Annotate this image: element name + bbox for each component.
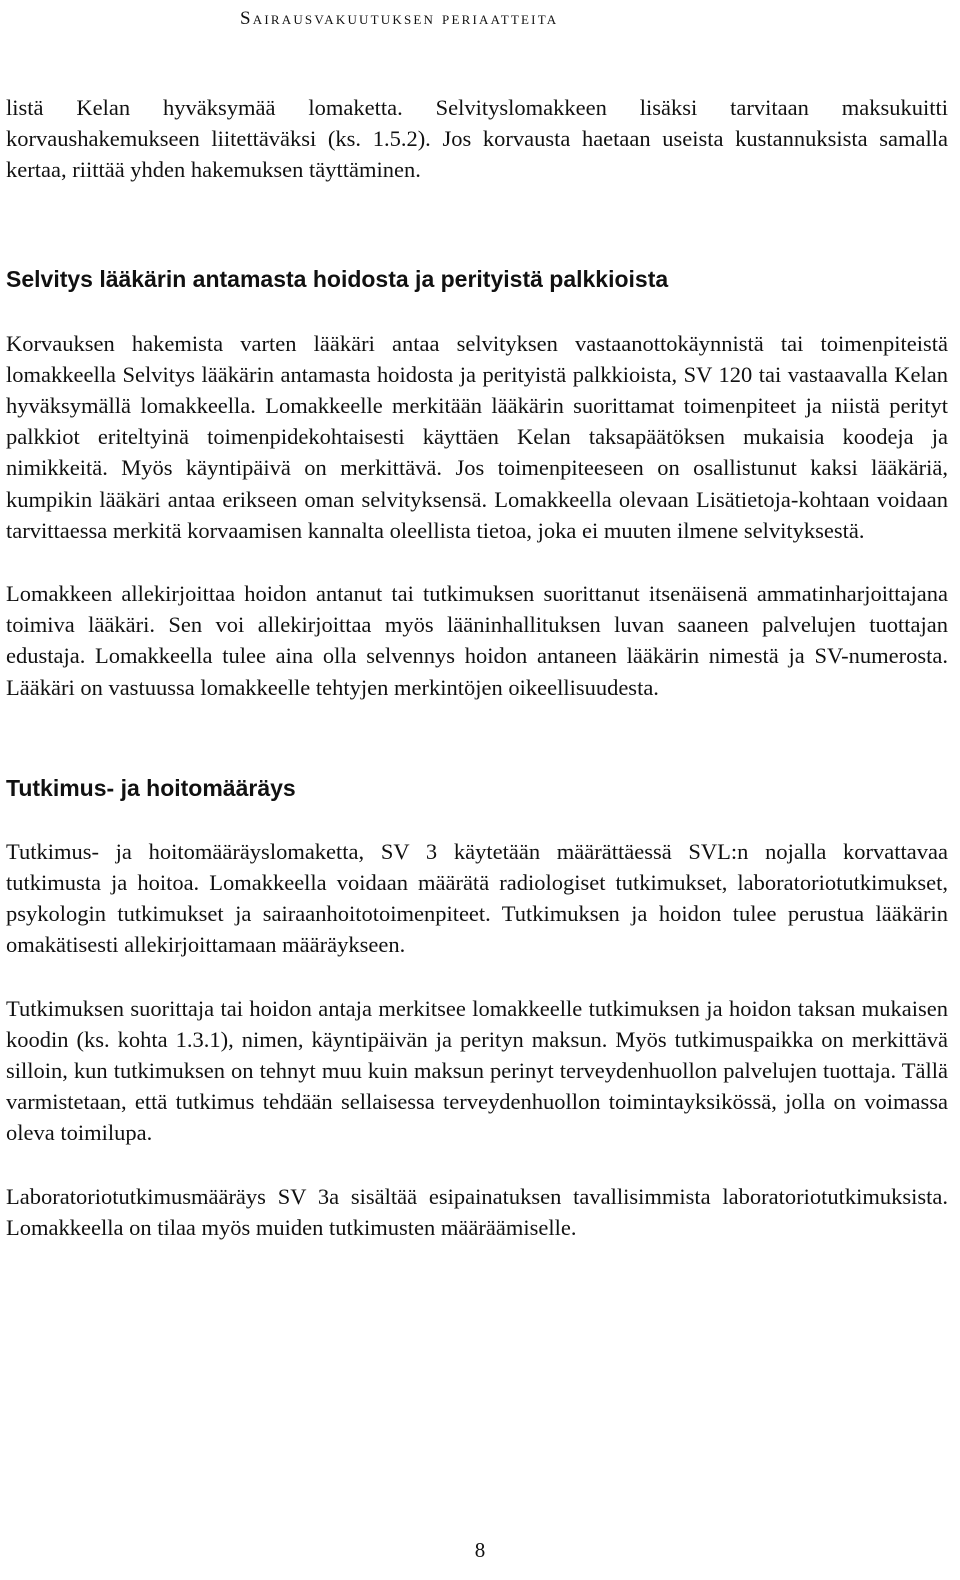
- body-paragraph: Tutkimuksen suorittaja tai hoidon antaja merkitsee lomakkeelle tutkimuksen ja hoidon taksan mukaisen koodin (ks. kohta 1.3.1), nimen, käyntipäivän ja perityn maksun. Myös tutkimuspaikka on merkittävä silloin, kun tutkimuksen on tehnyt muu kuin maksun perinyt terveydenhuollon palvelujen tuottaja. Tällä varmistetaan, että tutkimus tehdään sellaisessa terveydenhuollon toimintayksikössä, jolla on voimassa oleva toimilupa.: [6, 995, 948, 1146]
- body-paragraph: Korvauksen hakemista varten lääkäri antaa selvityksen vastaanottokäynnistä tai toimenpiteistä lomakkeella Selvitys lääkärin antamasta hoidosta ja perityistä palkkioista, SV 120 tai vastaavalla Kelan hyväksymällä lomakkeella. Lomakkeelle merkitään lääkärin suorittamat toimenpiteet ja niistä perityt palkkiot eriteltyinä toimenpidekohtaisesti käyttäen Kelan taksapäätöksen mukaisia koodeja ja nimikkeitä. Myös käyntipäivä on merkittävä. Jos toimenpiteeseen on osallistunut kaksi lääkäriä, kumpikin lääkäri antaa erikseen oman selvityksensä. Lomakkeella olevaan Lisätietoja-kohtaan voidaan tarvittaessa merkitä korvaamisen kannalta oleellista tietoa, joka ei muuten ilmene selvityksestä.: [6, 330, 948, 543]
- page-number: 8: [474, 1538, 486, 1562]
- section-heading-tutkimus: Tutkimus- ja hoitomääräys: [6, 774, 296, 801]
- page-content: [6, 92, 948, 1243]
- running-header: Sairausvakuutuksen periaatteita: [240, 8, 559, 29]
- body-paragraph: Lomakkeen allekirjoittaa hoidon antanut tai tutkimuksen suorittanut itsenäisenä ammatinharjoittajana toimiva lääkäri. Sen voi allekirjoittaa myös lääninhallituksen luvan saaneen palvelujen tuottajan edustaja. Lomakkeella tulee aina olla selvennys hoidon antaneen lääkärin nimestä ja SV-numerosta. Lääkäri on vastuussa lomakkeelle tehtyjen merkintöjen oikeellisuudesta.: [6, 581, 948, 700]
- body-paragraph: Tutkimus- ja hoitomääräyslomaketta, SV 3 käytetään määrättäessä SVL:n nojalla korvattavaa tutkimusta ja hoitoa. Lomakkeella voidaan määrätä radiologiset tutkimukset, laboratoriotutkimukset, psykologin tutkimukset ja sairaanhoitotoimenpiteet. Tutkimuksen ja hoidon tulee perustua lääkärin omakätisesti allekirjoittamaan määräykseen.: [6, 838, 948, 958]
- section-heading-selvitys: Selvitys lääkärin antamasta hoidosta ja perityistä palkkioista: [6, 265, 669, 292]
- intro-paragraph: listä Kelan hyväksymää lomaketta. Selvityslomakkeen lisäksi tarvitaan maksukuitti korvaushakemukseen liitettäväksi (ks. 1.5.2). Jos korvausta haetaan useista kustannuksista samalla kertaa, riittää yhden hakemuksen täyttäminen.: [6, 95, 948, 183]
- body-paragraph: Laboratoriotutkimusmääräys SV 3a sisältää esipainatuksen tavallisimmista laboratoriotutkimuksista. Lomakkeella on tilaa myös muiden tutkimusten määräämiselle.: [6, 1183, 948, 1240]
